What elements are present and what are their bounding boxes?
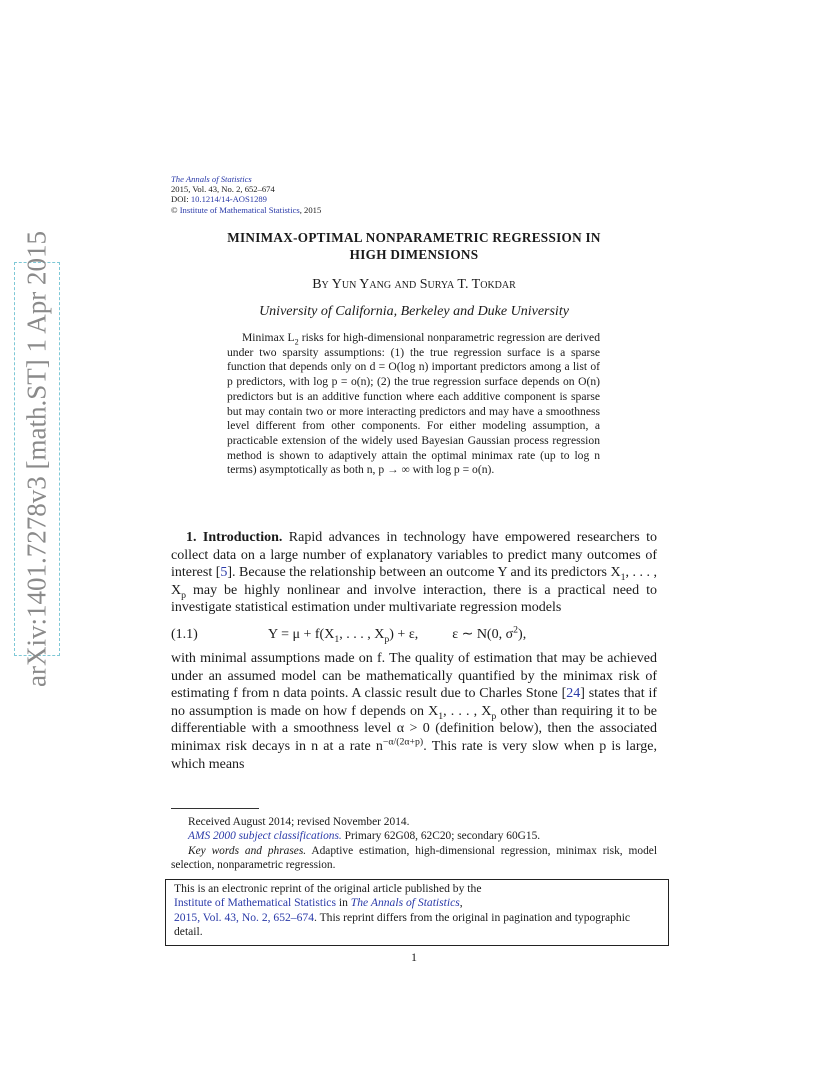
equation-label: (1.1) xyxy=(171,626,198,642)
footnote-rule xyxy=(171,808,259,809)
intro-sub-1: 1 xyxy=(620,571,626,583)
para2-text-c: , . . . , X xyxy=(443,703,492,719)
para2-text-e: . This rate is very slow when p is large, which means xyxy=(171,738,657,772)
eq-sub-1: 1 xyxy=(334,633,340,645)
intro-paragraph-1 xyxy=(171,529,657,617)
citation-24[interactable]: 24 xyxy=(566,686,581,702)
para2-sup: −α/(2α+p) xyxy=(382,736,424,748)
doi-link[interactable]: 10.1214/14-AOS1289 xyxy=(190,194,267,205)
journal-meta xyxy=(171,174,321,215)
abstract xyxy=(227,331,600,478)
abstract-sub: 2 xyxy=(294,337,299,347)
keywords-text: Adaptive estimation, high-dimensional regression, minimax risk, model selection, nonparametric regression. xyxy=(171,844,657,872)
para2-text-b: ] states that if no assumption is made on how f depends on X xyxy=(171,686,658,719)
ams-link[interactable]: AMS 2000 subject classifications. xyxy=(188,830,342,843)
intro-text-c: , . . . , X xyxy=(171,565,657,598)
reprint-journal-link[interactable]: The Annals of Statistics xyxy=(350,896,460,910)
reprint-rest: . This reprint differs from the original in pagination and typographic detail. xyxy=(174,910,631,939)
paper-title xyxy=(160,229,668,263)
journal-volume: 2015, Vol. 43, No. 2, 652–674 xyxy=(171,184,275,195)
arxiv-stamp xyxy=(14,231,60,687)
equation-body xyxy=(268,626,526,644)
intro-text-a: Rapid advances in technology have empowered researchers to collect data on a large number of explanatory variables to predict many outcomes of interest [ xyxy=(171,530,658,581)
title-line-2: HIGH DIMENSIONS xyxy=(349,247,479,262)
reprint-in: in xyxy=(335,896,351,910)
reprint-comma: , xyxy=(459,896,463,910)
section-heading: 1. Introduction. xyxy=(186,530,283,545)
eq-noise: ε ∼ N(0, σ xyxy=(452,626,514,642)
equation-1-1 xyxy=(171,619,657,650)
eq-end: ), xyxy=(518,626,527,642)
doi-label: DOI: xyxy=(171,194,189,205)
abstract-text: risks for high-dimensional nonparametric regression are derived under two sparsity assumptions: (1) the true regression surface is a sparse function that depends only on d = O(log n) important predictors among a list of p predictors, with log p = o(n); (2) the true regression surface depends on O(n) predictors but is an additive function where each additive component is sparse but may contain two or more interacting predictors and may have a smoothness level different from other components. For either modeling assumption, a practicable extension of the widely used Bayesian Gaussian process regression method is shown to adaptively attain the optimal minimax rate (up to log n terms) asymptotically as both n, p → ∞ with log p = o(n). xyxy=(227,331,600,477)
para2-sub-p: p xyxy=(491,710,497,722)
intro-text-d: may be highly nonlinear and involve interaction, there is a practical need to investigate statistical estimation under multivariate regression models xyxy=(171,582,657,616)
title-line-1: MINIMAX-OPTIMAL NONPARAMETRIC REGRESSION IN xyxy=(227,230,601,245)
eq-sub-p: p xyxy=(384,633,390,645)
para2-text-a: with minimal assumptions made on f. The quality of estimation that may be achieved under an assumed model can be mathematically quantified by the minimax risk of estimating f from n data points. A classic result due to Charles Stone [ xyxy=(171,650,657,702)
eq-right: ) + ε, xyxy=(389,626,419,642)
intro-sub-p: p xyxy=(181,589,187,601)
footnote-keywords xyxy=(171,844,657,873)
intro-paragraph-2 xyxy=(171,650,657,773)
journal-doi-line xyxy=(171,194,321,204)
copyright-year: , 2015 xyxy=(299,204,322,215)
reprint-institute-link[interactable]: Institute of Mathematical Statistics xyxy=(174,896,336,910)
footnotes xyxy=(171,815,657,873)
eq-sup: 2 xyxy=(513,624,519,636)
citation-5[interactable]: 5 xyxy=(220,565,228,581)
affiliation: University of California, Berkeley and Duke University xyxy=(259,304,569,319)
reprint-notice xyxy=(165,879,669,946)
copyright-icon: © xyxy=(171,204,178,215)
intro-text-b: ]. Because the relationship between an outcome Y and its predictors X xyxy=(227,565,621,581)
body-text xyxy=(171,529,657,773)
page-number: 1 xyxy=(411,950,417,964)
institute-link[interactable]: Institute of Mathematical Statistics xyxy=(179,204,300,215)
ams-text: Primary 62G08, 62C20; secondary 60G15. xyxy=(341,830,541,843)
eq-left: Y = μ + f(X xyxy=(268,626,335,642)
keywords-label: Key words and phrases. xyxy=(188,844,307,857)
authors: By Yun Yang and Surya T. Tokdar xyxy=(312,277,516,292)
eq-mid: , . . . , X xyxy=(339,626,385,642)
para2-sub-1: 1 xyxy=(438,710,444,722)
reprint-citation-link[interactable]: 2015, Vol. 43, No. 2, 652–674 xyxy=(174,910,314,924)
arxiv-identifier: arXiv:1401.7278v3 [math.ST] 1 Apr 2015 xyxy=(21,231,52,687)
received-text: Received August 2014; revised November 2014. xyxy=(188,816,410,828)
footnote-ams xyxy=(171,829,657,843)
para2-text-d: other than requiring it to be differentiable with a smoothness level α > 0 (definition below), then the associated minimax risk decays in n at a rate n xyxy=(171,703,657,754)
copyright-line xyxy=(171,205,321,215)
footnote-received xyxy=(171,815,657,829)
abstract-start: Minimax L xyxy=(242,331,295,344)
reprint-line-1: This is an electronic reprint of the original article published by the xyxy=(174,882,482,895)
journal-name[interactable]: The Annals of Statistics xyxy=(171,174,252,184)
